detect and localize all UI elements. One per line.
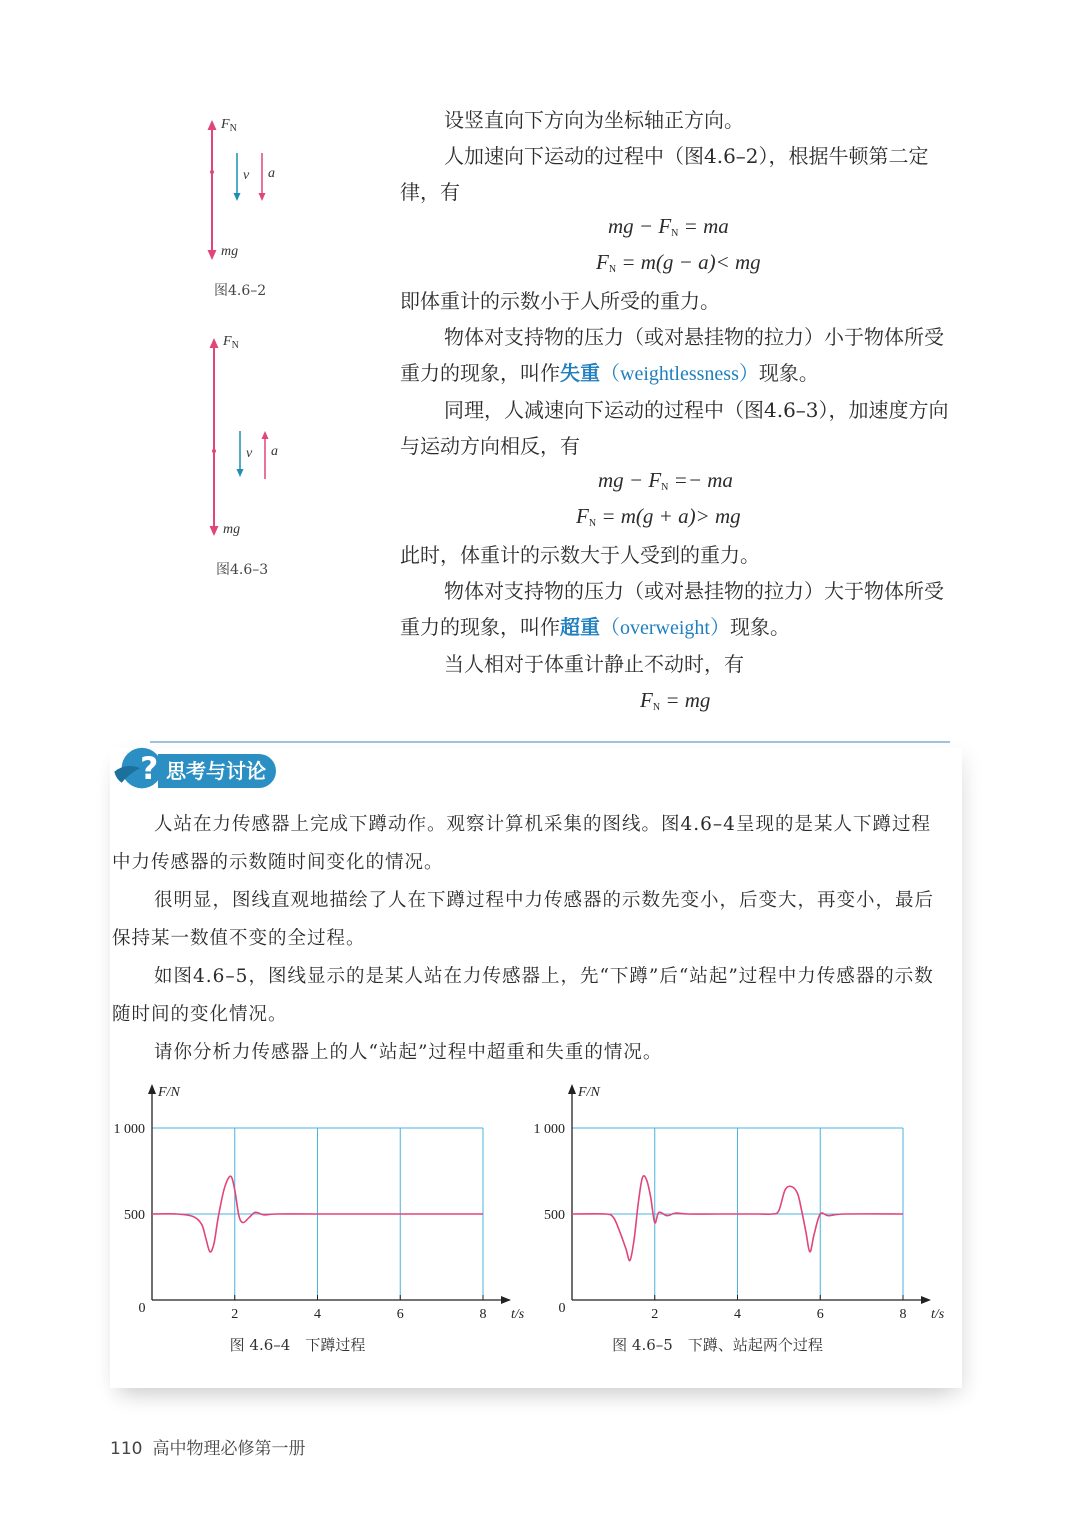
paragraph-5: 同理，人减速向下运动的过程中（图4.6–3），加速度方向与运动方向相反，有 xyxy=(400,398,949,458)
x-tick-label-0: 0 xyxy=(138,1301,146,1316)
y-axis-arrow xyxy=(148,1084,156,1094)
x-tick-label-6: 6 xyxy=(396,1307,404,1322)
figure-4-6-2 xyxy=(195,115,285,265)
equation-4: $F_N = m(g + a)>$ mg xyxy=(576,504,741,529)
chart-caption: 图 4.6–5 下蹲、站起两个过程 xyxy=(612,1336,823,1354)
keyword-weightlessness: 失重 xyxy=(560,361,600,385)
discussion-paragraph-3: 如图4.6–5，图线显示的是某人站在力传感器上，先“下蹲”后“站起”过程中力传感器的示数随时间的变化情况。 xyxy=(112,966,934,1025)
x-tick-label-6: 6 xyxy=(816,1307,824,1322)
y-tick-label-500: 500 xyxy=(544,1208,565,1223)
paragraph-2: 人加速向下运动的过程中（图4.6–2），根据牛顿第二定律，有 xyxy=(400,144,929,204)
paragraph-3: 即体重计的示数小于人所受的重力。 xyxy=(400,289,720,313)
y-tick-label-500: 500 xyxy=(124,1208,145,1223)
section-divider xyxy=(150,741,950,743)
a-label-fig3: a xyxy=(271,444,278,459)
x-tick-label-8: 8 xyxy=(479,1307,487,1322)
figure-4-6-2-caption: 图4.6–2 xyxy=(214,283,267,299)
equation-5: $F_N$ = mg xyxy=(640,688,711,713)
mg-label-fig2: mg xyxy=(221,244,239,259)
v-label-fig2: v xyxy=(243,168,250,183)
x-axis-arrow xyxy=(501,1296,511,1304)
discussion-title: 思考与讨论 xyxy=(158,754,276,788)
fn-label-fig3: $F_N$ xyxy=(223,334,239,351)
svg-text:?: ? xyxy=(140,751,159,788)
x-tick-label-8: 8 xyxy=(899,1307,907,1322)
equation-3: mg − $F_N$ =− ma xyxy=(598,468,733,493)
paragraph-8: 当人相对于体重计静止不动时，有 xyxy=(444,652,744,676)
a-label-fig2: a xyxy=(268,166,275,181)
page-footer xyxy=(110,1434,305,1459)
book-title: 高中物理必修第一册 xyxy=(152,1439,306,1459)
paragraph-4: 物体对支持物的压力（或对悬挂物的拉力）小于物体所受重力的现象，叫作失重（weightlessness）现象。 xyxy=(400,325,944,385)
x-axis-label: t/s xyxy=(511,1307,525,1322)
paragraph-7: 物体对支持物的压力（或对悬挂物的拉力）大于物体所受重力的现象，叫作超重（overweight）现象。 xyxy=(400,579,944,639)
figure-4-6-3-caption: 图4.6–3 xyxy=(216,562,269,578)
y-tick-label-1000: 1 000 xyxy=(113,1122,145,1137)
figure-4-6-3 xyxy=(197,333,287,543)
chart-figure-4-6-5 xyxy=(520,1080,950,1370)
y-axis-label: F/N xyxy=(578,1085,600,1100)
discussion-paragraph-1: 人站在力传感器上完成下蹲动作。观察计算机采集的图线。图4.6–4呈现的是某人下蹲过程中力传感器的示数随时间变化的情况。 xyxy=(112,814,931,873)
keyword-overweight: 超重 xyxy=(560,615,600,639)
x-tick-label-2: 2 xyxy=(651,1307,659,1322)
y-axis-label: F/N xyxy=(158,1085,180,1100)
mg-label-fig3: mg xyxy=(223,522,241,537)
chart-caption: 图 4.6–4 下蹲过程 xyxy=(229,1336,366,1354)
equation-2: $F_N = m(g - a)<$ mg xyxy=(596,250,761,275)
x-tick-label-4: 4 xyxy=(734,1307,741,1322)
y-axis-arrow xyxy=(568,1084,576,1094)
v-label-fig3: v xyxy=(246,446,253,461)
x-axis-label: t/s xyxy=(931,1307,945,1322)
fn-label-fig2: $F_N$ xyxy=(221,117,237,134)
discussion-paragraph-4: 请你分析力传感器上的人“站起”过程中超重和失重的情况。 xyxy=(154,1042,663,1063)
discussion-paragraph-2: 很明显，图线直观地描绘了人在下蹲过程中力传感器的示数先变小，后变大，再变小，最后保持某一数值不变的全过程。 xyxy=(112,890,935,949)
x-axis-arrow xyxy=(921,1296,931,1304)
x-tick-label-4: 4 xyxy=(314,1307,321,1322)
chart-figure-4-6-4 xyxy=(100,1080,530,1370)
paragraph-6: 此时，体重计的示数大于人受到的重力。 xyxy=(400,543,760,567)
page-number: 110 xyxy=(110,1439,143,1459)
equation-1: mg − $F_N$ = ma xyxy=(608,214,729,239)
y-tick-label-1000: 1 000 xyxy=(533,1122,565,1137)
x-tick-label-2: 2 xyxy=(231,1307,239,1322)
paragraph-1: 设竖直向下方向为坐标轴正方向。 xyxy=(444,108,744,132)
x-tick-label-0: 0 xyxy=(558,1301,566,1316)
